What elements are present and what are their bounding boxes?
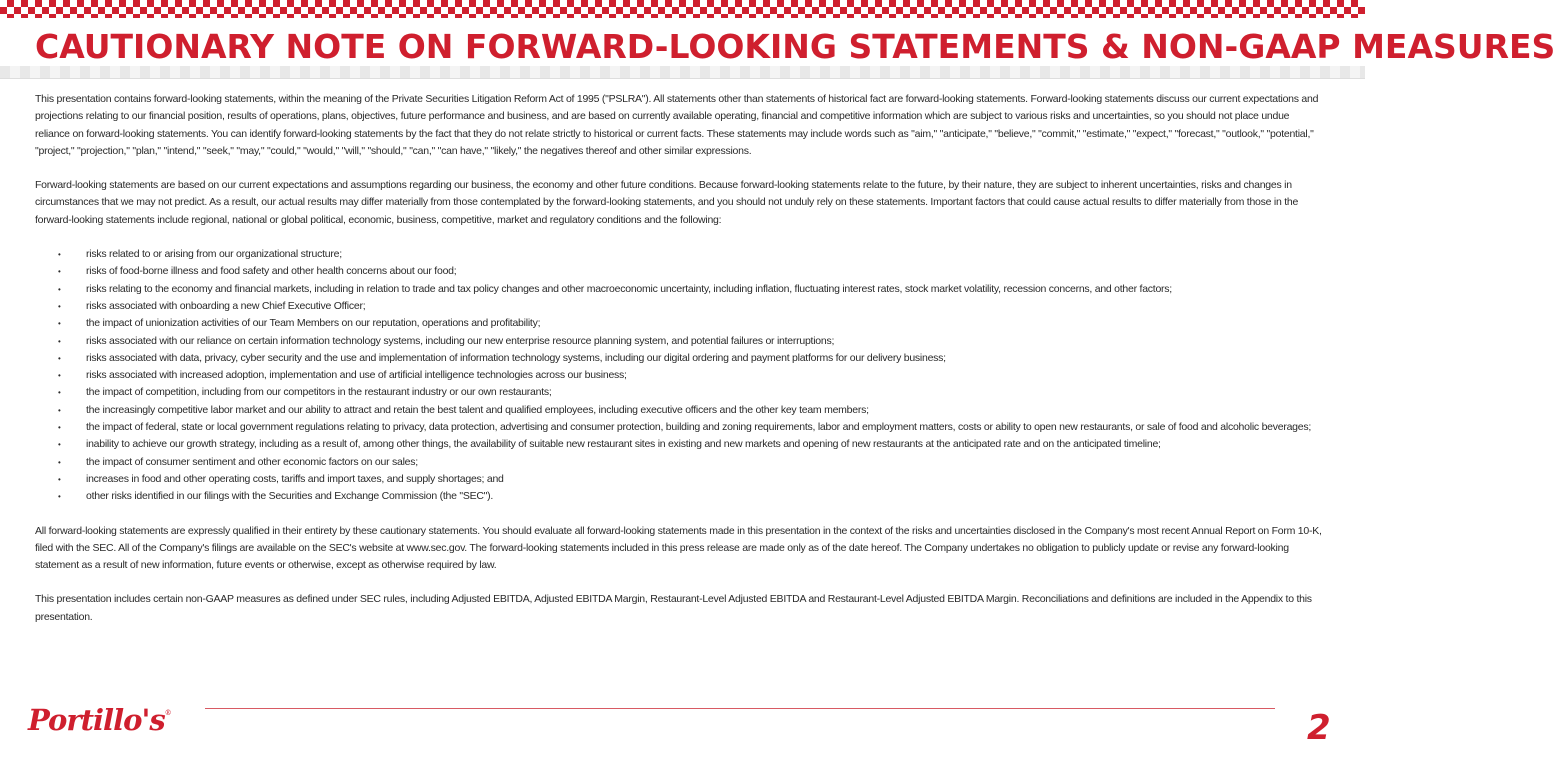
list-item: • the impact of consumer sentiment and other economic factors on our sales; [35, 454, 1325, 471]
risk-factors-list [35, 246, 1325, 505]
paragraph-forward-looking-intro: This presentation contains forward-looking statements, within the meaning of the Private Securities Litigation Reform Act of 1995 ("PSLRA"). All statements other than statements of historical fact are forward-looking statements. Forward-looking statements discuss our current expectations and projections relating to our financial position, results of operations, plans, objectives, future performance and business, and are based on currently available operating, financial and competitive information which are subject to various risks and uncertainties, so you should not place undue reliance on forward-looking statements. You can identify forward-looking statements by the fact that they do not relate strictly to historical or current facts. These statements may include words such as "aim," "anticipate," "believe," "commit," "estimate," "expect," "forecast," "outlook," "potential," "project," "projection," "plan," "intend," "seek," "may," "could," "would," "will," "should," "can," "can have," "likely," the negatives thereof and other similar expressions. [35, 93, 1319, 157]
list-item: • risks associated with onboarding a new Chief Executive Officer; [35, 298, 1325, 315]
list-item: • the increasingly competitive labor market and our ability to attract and retain the best talent and qualified employees, including executive officers and the other key team members; [35, 402, 1325, 419]
list-item: • risks associated with our reliance on certain information technology systems, including our new enterprise resource planning system, and potential failures or interruptions; [35, 333, 1325, 350]
page-title: CAUTIONARY NOTE ON FORWARD-LOOKING STATEMENTS & NON-GAAP MEASURES [35, 27, 1555, 66]
footer-divider [205, 708, 1275, 709]
list-item: • increases in food and other operating costs, tariffs and import taxes, and supply shortages; and [35, 471, 1325, 488]
list-item: • risks relating to the economy and financial markets, including in relation to trade and tax policy changes and other macroeconomic uncertainty, including inflation, fluctuating interest rates, stock market volatility, recession concerns, and other factors; [35, 281, 1325, 298]
paragraph-qualification: All forward-looking statements are expressly qualified in their entirety by these cautionary statements. You should evaluate all forward-looking statements made in this presentation in the context of the risks and uncertainties disclosed in the Company's most recent Annual Report on Form 10-K, filed with the SEC. All of the Company's filings are available on the SEC's website at www.sec.gov. The forward-looking statements included in this press release are made only as of the date hereof. The Company undertakes no obligation to publicly update or revise any forward-looking statement as a result of new information, future events or otherwise, except as otherwise required by law. [35, 524, 1322, 572]
list-item: • risks related to or arising from our organizational structure; [35, 246, 1325, 263]
page-number: 2 [1307, 708, 1331, 748]
list-item: • the impact of unionization activities of our Team Members on our reputation, operations and profitability; [35, 315, 1325, 332]
list-item: • risks associated with increased adoption, implementation and use of artificial intelligence technologies across our business; [35, 367, 1325, 384]
paragraph-non-gaap: This presentation includes certain non-GAAP measures as defined under SEC rules, including Adjusted EBITDA, Adjusted EBITDA Margin, Restaurant-Level Adjusted EBITDA and Restaurant-Level Adjusted EBITDA Margin. Reconciliations and definitions are included in the Appendix to this presentation. [35, 593, 1312, 623]
list-item: • the impact of competition, including from our competitors in the restaurant industry or our own restaurants; [35, 384, 1325, 401]
title-divider-band [0, 66, 1365, 79]
logo-wordmark: Portillo's [28, 703, 165, 737]
registered-mark: ® [164, 709, 172, 717]
paragraph-expectations: Forward-looking statements are based on our current expectations and assumptions regarding our business, the economy and other future conditions. Because forward-looking statements relate to the future, by their nature, they are subject to inherent uncertainties, risks and changes in circumstances that we may not predict. As a result, our actual results may differ materially from those contemplated by the forward-looking statements, and you should not unduly rely on these statements. Important factors that could cause actual results to differ materially from those in the forward-looking statements include regional, national or global political, economic, business, competitive, market and regulatory conditions and the following: [35, 179, 1299, 226]
list-item: • other risks identified in our filings with the Securities and Exchange Commission (the "SEC"). [35, 488, 1325, 505]
list-item: • risks of food-borne illness and food safety and other health concerns about our food; [35, 263, 1325, 280]
list-item: • inability to achieve our growth strategy, including as a result of, among other things, the availability of suitable new restaurant sites in existing and new markets and opening of new restaurants at the anticipated rate and on the anticipated timeline; [35, 436, 1325, 453]
disclaimer-body [35, 91, 1325, 626]
list-item: • risks associated with data, privacy, cyber security and the use and implementation of information technology systems, including our digital ordering and payment platforms for our delivery business; [35, 350, 1325, 367]
portillos-logo [28, 703, 172, 737]
list-item: • the impact of federal, state or local government regulations relating to privacy, data protection, advertising and consumer protection, building and zoning requirements, labor and employment matters, costs or ability to open new restaurants, or sale of food and alcoholic beverages; [35, 419, 1325, 436]
checkered-banner [0, 0, 1365, 22]
